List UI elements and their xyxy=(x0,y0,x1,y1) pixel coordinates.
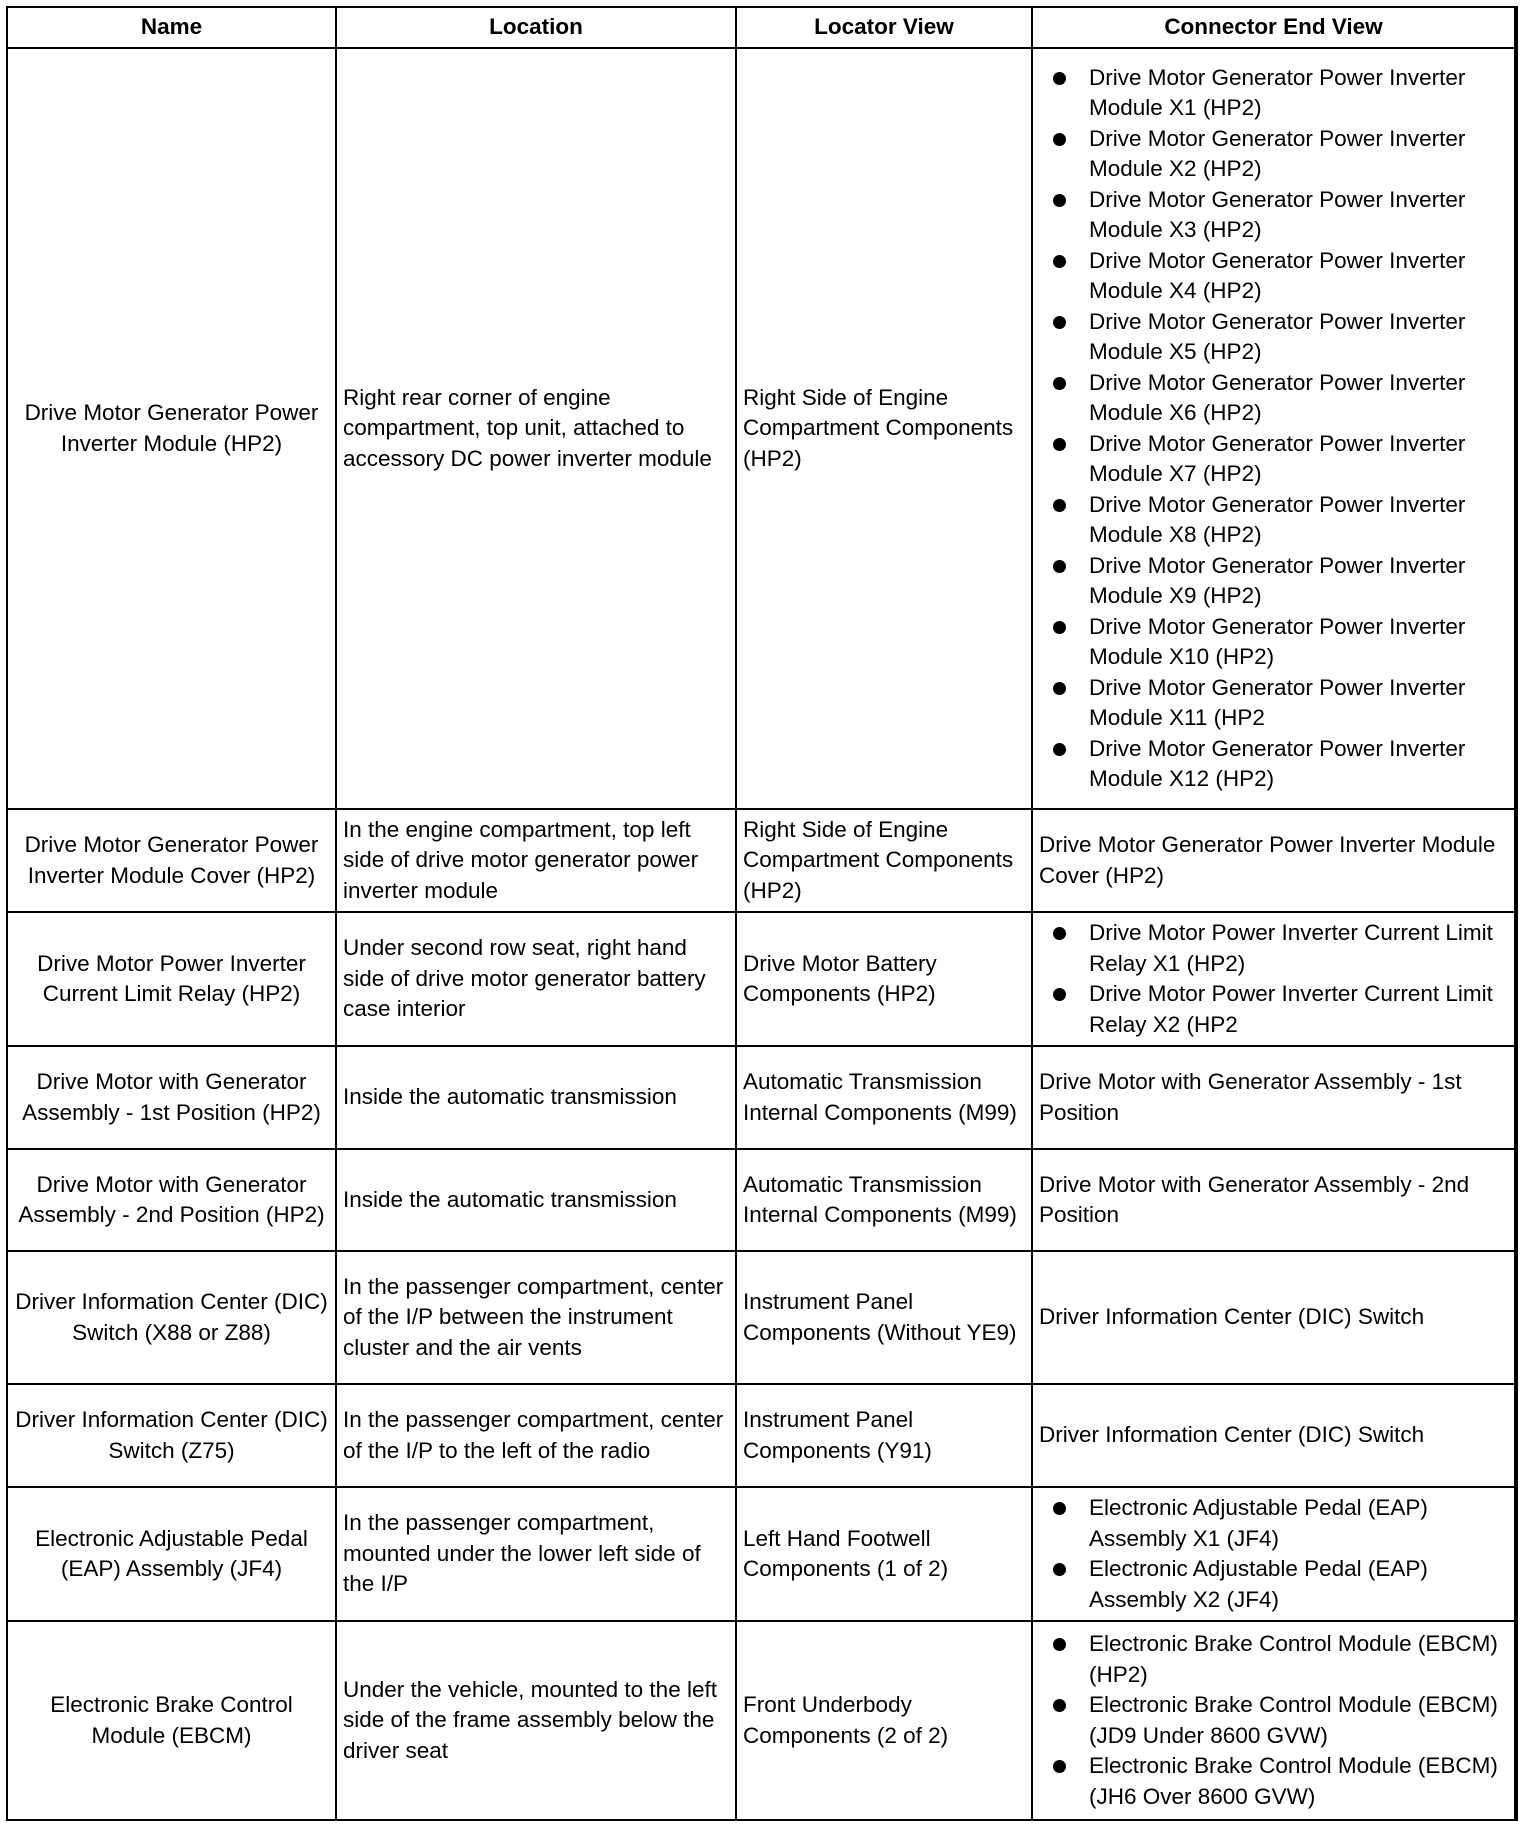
connector-end-view-cell xyxy=(1032,1621,1516,1820)
connector-list-item: Drive Motor Generator Power Inverter Module X7 (HP2) xyxy=(1089,429,1508,490)
locator-view-cell: Automatic Transmission Internal Components (M99) xyxy=(736,1149,1032,1251)
connector-list-item: Electronic Brake Control Module (EBCM) (JH6 Over 8600 GVW) xyxy=(1089,1751,1508,1812)
connector-list-item: Drive Motor Generator Power Inverter Module X1 (HP2) xyxy=(1089,63,1508,124)
connector-list-item: Electronic Brake Control Module (EBCM) (JD9 Under 8600 GVW) xyxy=(1089,1690,1508,1751)
connector-list-item: Drive Motor Generator Power Inverter Module X6 (HP2) xyxy=(1089,368,1508,429)
table-row xyxy=(7,809,1516,912)
location-cell: In the passenger compartment, center of the I/P to the left of the radio xyxy=(336,1384,736,1487)
header-row xyxy=(7,7,1516,48)
connector-list-item: Drive Motor Generator Power Inverter Module X3 (HP2) xyxy=(1089,185,1508,246)
connector-list xyxy=(1039,1493,1508,1615)
table-row xyxy=(7,1046,1516,1149)
locator-view-cell: Right Side of Engine Compartment Components (HP2) xyxy=(736,809,1032,912)
connector-list-item: Drive Motor Generator Power Inverter Module X9 (HP2) xyxy=(1089,551,1508,612)
location-cell: Inside the automatic transmission xyxy=(336,1149,736,1251)
name-cell: Electronic Brake Control Module (EBCM) xyxy=(7,1621,336,1820)
connector-end-view-cell xyxy=(1032,912,1516,1046)
table-row xyxy=(7,1149,1516,1251)
table-row xyxy=(7,48,1516,809)
table-row xyxy=(7,1251,1516,1384)
name-cell: Drive Motor Generator Power Inverter Module Cover (HP2) xyxy=(7,809,336,912)
component-locator-table xyxy=(6,6,1518,1821)
locator-view-cell: Front Underbody Components (2 of 2) xyxy=(736,1621,1032,1820)
name-cell: Electronic Adjustable Pedal (EAP) Assembly (JF4) xyxy=(7,1487,336,1621)
connector-end-view-cell xyxy=(1032,1487,1516,1621)
connector-list-item: Drive Motor Power Inverter Current Limit Relay X1 (HP2) xyxy=(1089,918,1508,979)
connector-list-item: Drive Motor Generator Power Inverter Module X2 (HP2) xyxy=(1089,124,1508,185)
location-cell: Under the vehicle, mounted to the left side of the frame assembly below the driver seat xyxy=(336,1621,736,1820)
connector-list-item: Drive Motor Generator Power Inverter Module X8 (HP2) xyxy=(1089,490,1508,551)
connector-list-item: Drive Motor Generator Power Inverter Module X11 (HP2 xyxy=(1089,673,1508,734)
connector-end-view-cell: Drive Motor Generator Power Inverter Module Cover (HP2) xyxy=(1032,809,1516,912)
connector-list xyxy=(1039,918,1508,1040)
name-cell: Driver Information Center (DIC) Switch (X88 or Z88) xyxy=(7,1251,336,1384)
connector-end-view-cell: Driver Information Center (DIC) Switch xyxy=(1032,1251,1516,1384)
location-cell: In the engine compartment, top left side of drive motor generator power inverter module xyxy=(336,809,736,912)
name-cell: Driver Information Center (DIC) Switch (Z75) xyxy=(7,1384,336,1487)
locator-view-cell: Drive Motor Battery Components (HP2) xyxy=(736,912,1032,1046)
connector-end-view-cell: Drive Motor with Generator Assembly - 1st Position xyxy=(1032,1046,1516,1149)
name-cell: Drive Motor Generator Power Inverter Module (HP2) xyxy=(7,48,336,809)
connector-end-view-cell xyxy=(1032,48,1516,809)
location-cell: Under second row seat, right hand side of drive motor generator battery case interior xyxy=(336,912,736,1046)
connector-list-item: Electronic Adjustable Pedal (EAP) Assembly X2 (JF4) xyxy=(1089,1554,1508,1615)
table-row xyxy=(7,1384,1516,1487)
location-cell: Right rear corner of engine compartment, top unit, attached to accessory DC power inverter module xyxy=(336,48,736,809)
location-cell: In the passenger compartment, center of the I/P between the instrument cluster and the air vents xyxy=(336,1251,736,1384)
name-cell: Drive Motor with Generator Assembly - 2nd Position (HP2) xyxy=(7,1149,336,1251)
table-row xyxy=(7,912,1516,1046)
connector-list xyxy=(1039,1629,1508,1812)
connector-list-item: Drive Motor Generator Power Inverter Module X10 (HP2) xyxy=(1089,612,1508,673)
table-row xyxy=(7,1621,1516,1820)
header-name: Name xyxy=(7,7,336,48)
header-connector-end-view: Connector End View xyxy=(1032,7,1516,48)
header-locator-view: Locator View xyxy=(736,7,1032,48)
connector-list-item: Drive Motor Generator Power Inverter Module X12 (HP2) xyxy=(1089,734,1508,795)
locator-view-cell: Automatic Transmission Internal Components (M99) xyxy=(736,1046,1032,1149)
locator-view-cell: Instrument Panel Components (Y91) xyxy=(736,1384,1032,1487)
connector-end-view-cell: Drive Motor with Generator Assembly - 2nd Position xyxy=(1032,1149,1516,1251)
name-cell: Drive Motor Power Inverter Current Limit Relay (HP2) xyxy=(7,912,336,1046)
table-row xyxy=(7,1487,1516,1621)
connector-list-item: Drive Motor Generator Power Inverter Module X5 (HP2) xyxy=(1089,307,1508,368)
connector-list-item: Drive Motor Power Inverter Current Limit Relay X2 (HP2 xyxy=(1089,979,1508,1040)
locator-view-cell: Right Side of Engine Compartment Components (HP2) xyxy=(736,48,1032,809)
location-cell: Inside the automatic transmission xyxy=(336,1046,736,1149)
connector-list xyxy=(1039,63,1508,795)
locator-view-cell: Instrument Panel Components (Without YE9) xyxy=(736,1251,1032,1384)
locator-view-cell: Left Hand Footwell Components (1 of 2) xyxy=(736,1487,1032,1621)
connector-list-item: Drive Motor Generator Power Inverter Module X4 (HP2) xyxy=(1089,246,1508,307)
connector-list-item: Electronic Brake Control Module (EBCM) (HP2) xyxy=(1089,1629,1508,1690)
connector-list-item: Electronic Adjustable Pedal (EAP) Assembly X1 (JF4) xyxy=(1089,1493,1508,1554)
connector-end-view-cell: Driver Information Center (DIC) Switch xyxy=(1032,1384,1516,1487)
name-cell: Drive Motor with Generator Assembly - 1st Position (HP2) xyxy=(7,1046,336,1149)
location-cell: In the passenger compartment, mounted under the lower left side of the I/P xyxy=(336,1487,736,1621)
header-location: Location xyxy=(336,7,736,48)
